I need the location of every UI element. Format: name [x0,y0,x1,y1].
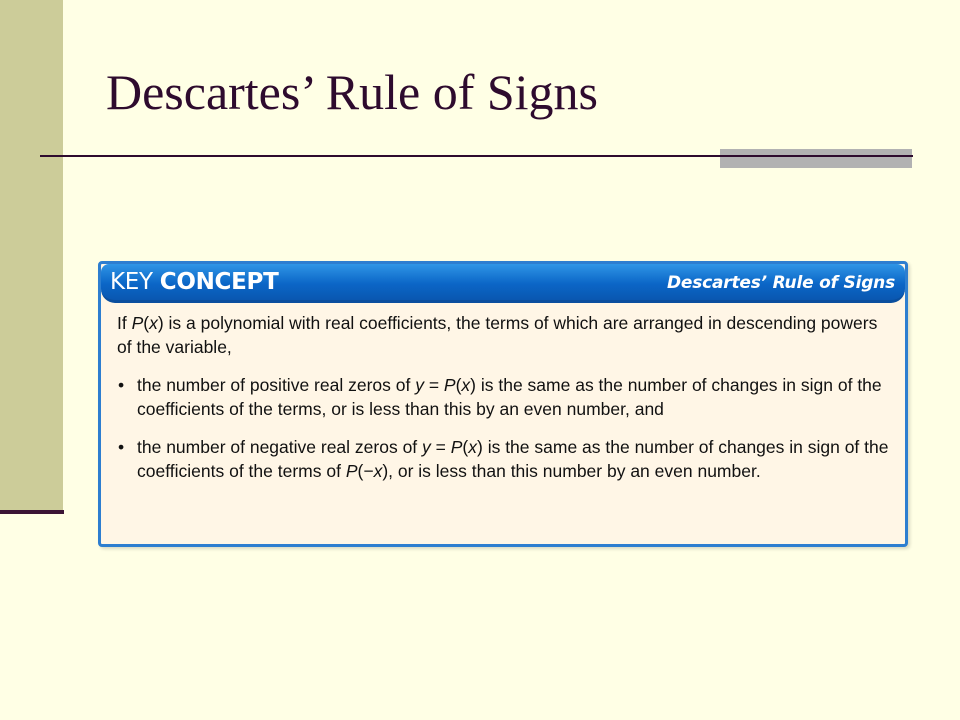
left-accent-underline [0,510,64,514]
list-math: P [443,375,456,395]
list-math: y [422,437,431,457]
list-text: the number of negative real zeros of [137,437,423,457]
list-text: ) is the same as the number of changes in sign of the coefficients of the terms, or is less than this by an even number, and [137,375,882,419]
key-concept-body [117,311,895,497]
list-item-negative-zeros [117,435,895,483]
list-text: (− [357,461,374,481]
key-concept-list [117,373,895,483]
intro-math: x [149,313,158,333]
key-concept-header [101,264,905,303]
list-text: = [423,375,444,395]
key-concept-topic: Descartes’ Rule of Signs [666,273,895,293]
intro-text: If [117,313,132,333]
list-text: ( [462,437,469,457]
intro-math: P [131,313,144,333]
key-concept-label-concept: CONCEPT [159,269,279,295]
list-text: ( [455,375,462,395]
list-text: ) is the same as the number of changes in sign of the coefficients of the terms of [137,437,889,481]
list-math: y [415,375,424,395]
list-math: x [373,461,383,481]
list-math: P [345,461,358,481]
intro-text: ) is a polynomial with real coefficients, the terms of which are arranged in descending powers of the variable, [117,313,878,357]
list-text: the number of positive real zeros of [137,375,416,395]
key-concept-label [110,268,279,296]
list-math: P [450,437,463,457]
title-divider-accent [720,149,912,168]
list-text: ), or is less than this number by an even number. [382,461,761,481]
bullet-marker: • [118,437,125,457]
slide-title: Descartes’ Rule of Signs [106,64,599,120]
key-concept-box [98,261,908,547]
list-math: x [468,437,477,457]
intro-text: ( [143,313,150,333]
key-concept-intro [117,311,895,359]
key-concept-label-key: KEY [110,269,153,295]
list-math: x [461,375,471,395]
bullet-marker: • [118,375,125,395]
list-item-positive-zeros [117,373,895,421]
list-text: = [430,437,451,457]
left-accent-bar [0,0,63,511]
